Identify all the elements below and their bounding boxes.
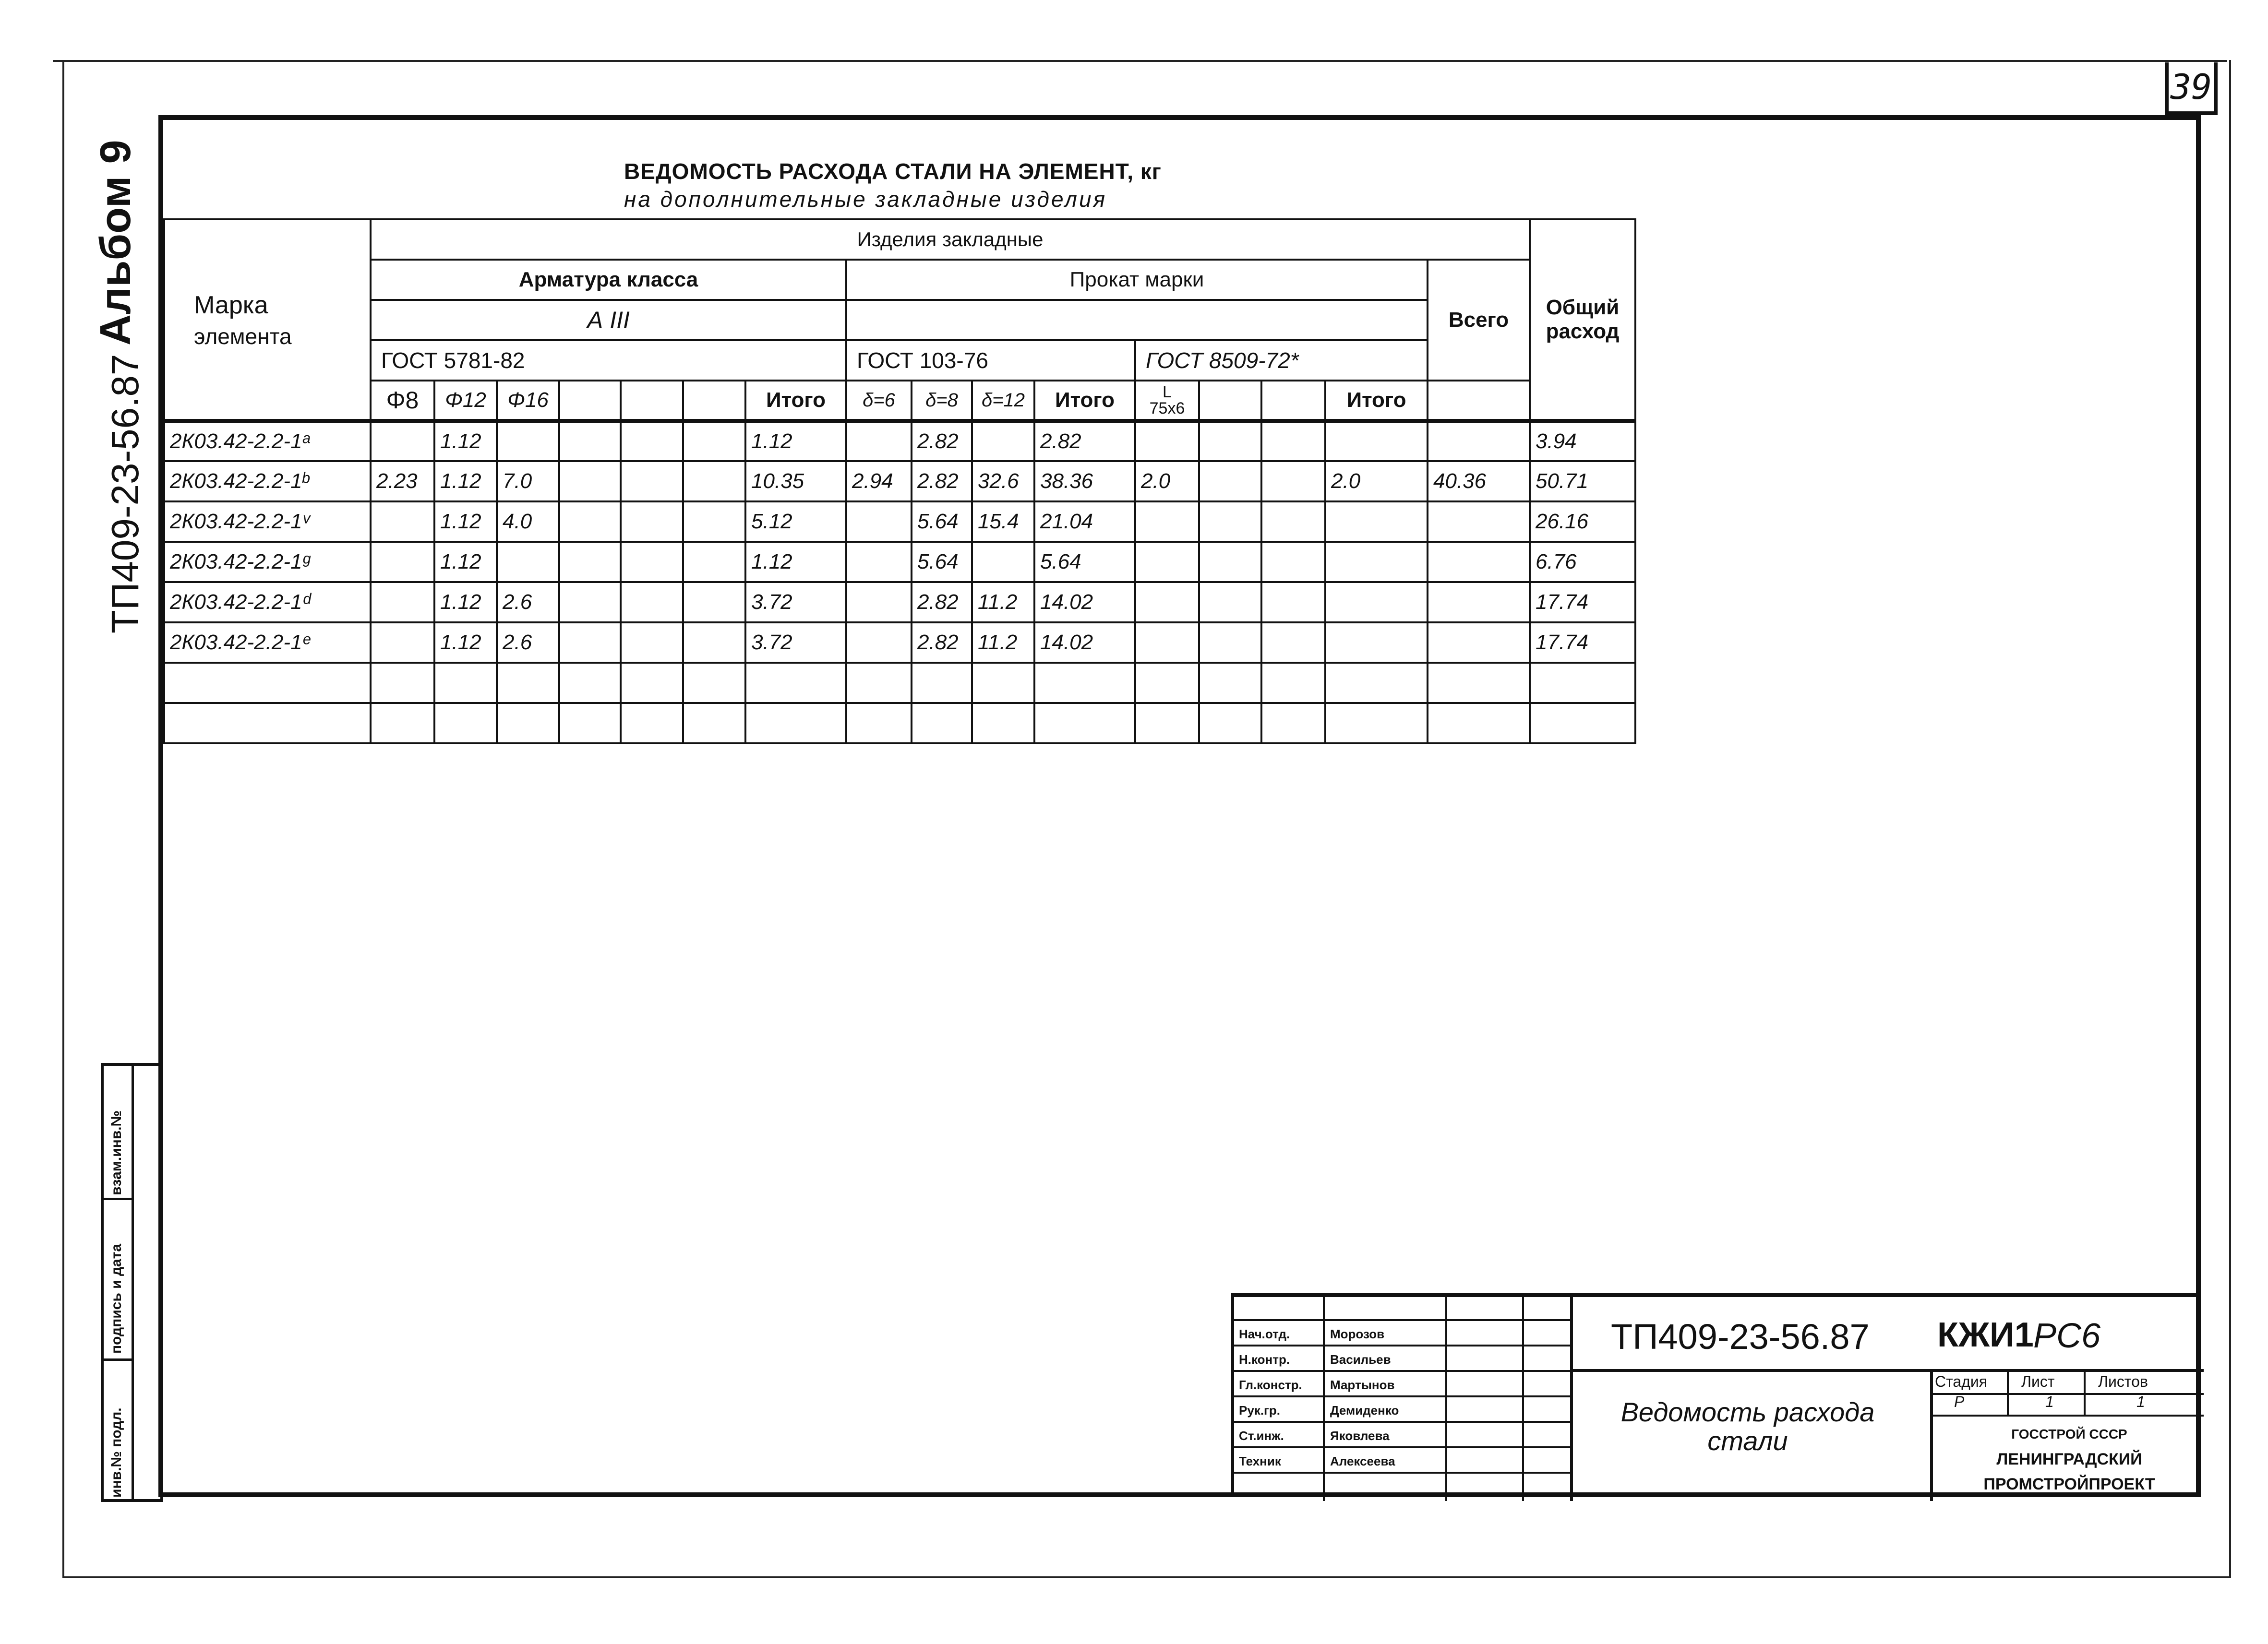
col-s8: δ=8 bbox=[912, 381, 972, 421]
cell-s6 bbox=[846, 582, 912, 622]
person-name: Алексеева bbox=[1330, 1454, 1395, 1468]
cell-it1 bbox=[745, 703, 846, 743]
cell-e3 bbox=[683, 703, 745, 743]
organization: ГОССТРОЙ СССР ЛЕНИНГРАДСКИЙ ПРОМСТРОЙПРОЕКТ bbox=[1983, 1427, 2155, 1493]
cell-it2: 14.02 bbox=[1034, 582, 1135, 622]
cell-d12: 1.12 bbox=[434, 421, 497, 461]
mark-header: Марка элемента bbox=[164, 219, 371, 421]
cell-e3 bbox=[683, 501, 745, 542]
document-code-suffix: РС6 bbox=[2033, 1317, 2101, 1355]
cell-s8: 2.82 bbox=[912, 582, 972, 622]
person-name: Демиденко bbox=[1330, 1403, 1399, 1418]
cell-e2 bbox=[621, 663, 683, 703]
cell-gen: 17.74 bbox=[1530, 582, 1635, 622]
cell-d12: 1.12 bbox=[434, 582, 497, 622]
cell-d16 bbox=[497, 703, 559, 743]
cell-e4 bbox=[1199, 663, 1261, 703]
cell-l75 bbox=[1135, 622, 1199, 663]
cell-it3 bbox=[1325, 622, 1428, 663]
cell-e2 bbox=[621, 421, 683, 461]
cell-e1 bbox=[559, 461, 621, 501]
sheet-value: 1 bbox=[2045, 1393, 2054, 1410]
cell-d8 bbox=[371, 501, 434, 542]
cell-d12 bbox=[434, 703, 497, 743]
cell-it2 bbox=[1034, 703, 1135, 743]
col-itogo-8509: Итого bbox=[1325, 381, 1428, 421]
embedded-header: Изделия закладные bbox=[371, 219, 1530, 260]
cell-e5 bbox=[1261, 663, 1325, 703]
cell-e2 bbox=[621, 703, 683, 743]
stamp-label-replace: взам.инв.№ bbox=[108, 1110, 124, 1195]
cell-e1 bbox=[559, 421, 621, 461]
cell-gen: 50.71 bbox=[1530, 461, 1635, 501]
cell-it3: 2.0 bbox=[1325, 461, 1428, 501]
cell-s6 bbox=[846, 501, 912, 542]
cell-gen bbox=[1530, 703, 1635, 743]
cell-e3 bbox=[683, 622, 745, 663]
table-row bbox=[164, 501, 1635, 542]
cell-it1: 1.12 bbox=[745, 421, 846, 461]
class-header: А III bbox=[371, 300, 846, 340]
cell-d12: 1.12 bbox=[434, 542, 497, 582]
table-row bbox=[164, 461, 1635, 501]
armature-header: Арматура класса bbox=[371, 260, 846, 300]
table-row bbox=[164, 622, 1635, 663]
cell-gen: 3.94 bbox=[1530, 421, 1635, 461]
cell-e5 bbox=[1261, 622, 1325, 663]
col-d8: Φ8 bbox=[371, 381, 434, 421]
sheets-value: 1 bbox=[2136, 1393, 2145, 1410]
col-d12: Φ12 bbox=[434, 381, 497, 421]
cell-it2 bbox=[1034, 663, 1135, 703]
cell-l75 bbox=[1135, 421, 1199, 461]
cell-gen: 17.74 bbox=[1530, 622, 1635, 663]
cell-s6 bbox=[846, 703, 912, 743]
archive-stamp-strip bbox=[101, 1063, 163, 1502]
cell-e5 bbox=[1261, 421, 1325, 461]
cell-mark: 2К03.42-2.2-1ᵍ bbox=[164, 542, 371, 582]
cell-d16: 2.6 bbox=[497, 622, 559, 663]
cell-s8: 2.82 bbox=[912, 461, 972, 501]
album-label: Альбом 9 bbox=[92, 140, 140, 345]
cell-mark: 2К03.42-2.2-1ᵛ bbox=[164, 501, 371, 542]
table-row bbox=[164, 421, 1635, 461]
cell-it3 bbox=[1325, 501, 1428, 542]
person-name: Яковлева bbox=[1330, 1429, 1390, 1443]
cell-gen bbox=[1530, 663, 1635, 703]
stage-label: Стадия bbox=[1935, 1373, 1988, 1390]
cell-it1: 3.72 bbox=[745, 622, 846, 663]
cell-e4 bbox=[1199, 703, 1261, 743]
cell-l75 bbox=[1135, 542, 1199, 582]
cell-total: 40.36 bbox=[1428, 461, 1530, 501]
general-header: Общий расход bbox=[1530, 219, 1635, 421]
cell-mark bbox=[164, 663, 371, 703]
cell-mark: 2К03.42-2.2-1ᵈ bbox=[164, 582, 371, 622]
table-row bbox=[164, 582, 1635, 622]
table-row bbox=[164, 663, 1635, 703]
col-itogo-103: Итого bbox=[1034, 381, 1135, 421]
cell-e2 bbox=[621, 542, 683, 582]
cell-e1 bbox=[559, 542, 621, 582]
rolled-header: Прокат марки bbox=[846, 260, 1428, 300]
cell-d8 bbox=[371, 622, 434, 663]
sheet-description: Ведомость расхода стали bbox=[1620, 1397, 1875, 1456]
cell-e2 bbox=[621, 461, 683, 501]
cell-d16 bbox=[497, 421, 559, 461]
cell-e5 bbox=[1261, 542, 1325, 582]
cell-e2 bbox=[621, 582, 683, 622]
position-label: Н.контр. bbox=[1239, 1352, 1290, 1367]
cell-gen: 26.16 bbox=[1530, 501, 1635, 542]
cell-s12 bbox=[972, 703, 1034, 743]
total-all-header: Всего bbox=[1428, 260, 1530, 381]
cell-d8 bbox=[371, 703, 434, 743]
cell-total bbox=[1428, 703, 1530, 743]
cell-d8 bbox=[371, 582, 434, 622]
cell-d8: 2.23 bbox=[371, 461, 434, 501]
cell-l75 bbox=[1135, 703, 1199, 743]
cell-s8: 5.64 bbox=[912, 501, 972, 542]
cell-e5 bbox=[1261, 501, 1325, 542]
person-name: Васильев bbox=[1330, 1352, 1391, 1367]
col-l75: L 75x6 bbox=[1135, 381, 1199, 421]
position-label: Рук.гр. bbox=[1239, 1403, 1280, 1418]
cell-e3 bbox=[683, 542, 745, 582]
cell-e1 bbox=[559, 501, 621, 542]
cell-e4 bbox=[1199, 542, 1261, 582]
table-row bbox=[164, 542, 1635, 582]
cell-e3 bbox=[683, 461, 745, 501]
position-label: Нач.отд. bbox=[1239, 1327, 1290, 1341]
cell-e5 bbox=[1261, 703, 1325, 743]
side-document-code: ТП409-23-56.87 bbox=[104, 354, 146, 633]
cell-e3 bbox=[683, 421, 745, 461]
cell-e4 bbox=[1199, 421, 1261, 461]
stamp-label-signature: подпись и дата bbox=[108, 1244, 124, 1354]
document-code: КЖИ1 bbox=[1937, 1316, 2034, 1354]
sheets-label: Листов bbox=[2098, 1373, 2148, 1390]
cell-l75 bbox=[1135, 663, 1199, 703]
cell-it3 bbox=[1325, 582, 1428, 622]
stamp-label-inventory: инв.№ подл. bbox=[108, 1407, 124, 1498]
cell-e4 bbox=[1199, 582, 1261, 622]
cell-s6: 2.94 bbox=[846, 461, 912, 501]
cell-it2: 2.82 bbox=[1034, 421, 1135, 461]
cell-d8 bbox=[371, 663, 434, 703]
cell-s12 bbox=[972, 421, 1034, 461]
cell-total bbox=[1428, 622, 1530, 663]
col-s12: δ=12 bbox=[972, 381, 1034, 421]
person-name: Мартынов bbox=[1330, 1378, 1395, 1392]
cell-e2 bbox=[621, 501, 683, 542]
cell-d16: 7.0 bbox=[497, 461, 559, 501]
cell-mark: 2К03.42-2.2-1ᵇ bbox=[164, 461, 371, 501]
sheet-number: 39 bbox=[2165, 62, 2218, 115]
cell-it2: 38.36 bbox=[1034, 461, 1135, 501]
cell-e5 bbox=[1261, 582, 1325, 622]
cell-total bbox=[1428, 421, 1530, 461]
cell-s12: 32.6 bbox=[972, 461, 1034, 501]
cell-e1 bbox=[559, 663, 621, 703]
gost-103: ГОСТ 103-76 bbox=[846, 340, 1135, 381]
col-itogo-armature: Итого bbox=[745, 381, 846, 421]
cell-e4 bbox=[1199, 622, 1261, 663]
table-row bbox=[164, 703, 1635, 743]
gost-8509: ГОСТ 8509-72* bbox=[1135, 340, 1428, 381]
cell-total bbox=[1428, 582, 1530, 622]
cell-d16 bbox=[497, 542, 559, 582]
cell-it2: 21.04 bbox=[1034, 501, 1135, 542]
page-subtitle: на дополнительные закладные изделия bbox=[624, 187, 1107, 212]
document-number: ТП409-23-56.87 bbox=[1611, 1317, 1870, 1357]
cell-e4 bbox=[1199, 461, 1261, 501]
cell-d12 bbox=[434, 663, 497, 703]
cell-it1: 3.72 bbox=[745, 582, 846, 622]
cell-it2: 14.02 bbox=[1034, 622, 1135, 663]
cell-e1 bbox=[559, 703, 621, 743]
cell-e4 bbox=[1199, 501, 1261, 542]
steel-consumption-table bbox=[163, 218, 1636, 744]
cell-mark: 2К03.42-2.2-1ᵃ bbox=[164, 421, 371, 461]
cell-it2: 5.64 bbox=[1034, 542, 1135, 582]
cell-total bbox=[1428, 663, 1530, 703]
cell-e2 bbox=[621, 622, 683, 663]
cell-s8: 2.82 bbox=[912, 622, 972, 663]
cell-e3 bbox=[683, 663, 745, 703]
cell-l75 bbox=[1135, 501, 1199, 542]
cell-s12 bbox=[972, 542, 1034, 582]
cell-s6 bbox=[846, 622, 912, 663]
cell-d8 bbox=[371, 421, 434, 461]
cell-d12: 1.12 bbox=[434, 501, 497, 542]
person-name: Морозов bbox=[1330, 1327, 1385, 1341]
cell-e5 bbox=[1261, 461, 1325, 501]
cell-it3 bbox=[1325, 421, 1428, 461]
cell-it1: 10.35 bbox=[745, 461, 846, 501]
cell-it3 bbox=[1325, 663, 1428, 703]
cell-it1: 5.12 bbox=[745, 501, 846, 542]
cell-d16: 4.0 bbox=[497, 501, 559, 542]
cell-l75: 2.0 bbox=[1135, 461, 1199, 501]
cell-it3 bbox=[1325, 703, 1428, 743]
cell-total bbox=[1428, 501, 1530, 542]
cell-s12: 15.4 bbox=[972, 501, 1034, 542]
position-label: Техник bbox=[1239, 1454, 1281, 1468]
cell-d12: 1.12 bbox=[434, 622, 497, 663]
title-block bbox=[1231, 1293, 2201, 1497]
cell-e1 bbox=[559, 622, 621, 663]
cell-d16: 2.6 bbox=[497, 582, 559, 622]
cell-l75 bbox=[1135, 582, 1199, 622]
cell-d8 bbox=[371, 542, 434, 582]
cell-s6 bbox=[846, 542, 912, 582]
cell-mark: 2К03.42-2.2-1ᵉ bbox=[164, 622, 371, 663]
cell-s6 bbox=[846, 663, 912, 703]
cell-mark bbox=[164, 703, 371, 743]
cell-e3 bbox=[683, 582, 745, 622]
cell-s6 bbox=[846, 421, 912, 461]
sheet-label: Лист bbox=[2021, 1373, 2055, 1390]
cell-it1 bbox=[745, 663, 846, 703]
page-title: ВЕДОМОСТЬ РАСХОДА СТАЛИ НА ЭЛЕМЕНТ, кг bbox=[624, 159, 1162, 184]
cell-total bbox=[1428, 542, 1530, 582]
cell-d16 bbox=[497, 663, 559, 703]
cell-e1 bbox=[559, 582, 621, 622]
position-label: Ст.инж. bbox=[1239, 1429, 1284, 1443]
cell-d12: 1.12 bbox=[434, 461, 497, 501]
cell-s12 bbox=[972, 663, 1034, 703]
cell-s8 bbox=[912, 703, 972, 743]
cell-s8: 2.82 bbox=[912, 421, 972, 461]
cell-gen: 6.76 bbox=[1530, 542, 1635, 582]
stage-value: Р bbox=[1954, 1393, 1965, 1410]
cell-it1: 1.12 bbox=[745, 542, 846, 582]
col-s6: δ=6 bbox=[846, 381, 912, 421]
cell-s8 bbox=[912, 663, 972, 703]
cell-s8: 5.64 bbox=[912, 542, 972, 582]
col-d16: Φ16 bbox=[497, 381, 559, 421]
cell-it3 bbox=[1325, 542, 1428, 582]
position-label: Гл.констр. bbox=[1239, 1378, 1302, 1392]
cell-s12: 11.2 bbox=[972, 582, 1034, 622]
gost-armature: ГОСТ 5781-82 bbox=[371, 340, 846, 381]
cell-s12: 11.2 bbox=[972, 622, 1034, 663]
